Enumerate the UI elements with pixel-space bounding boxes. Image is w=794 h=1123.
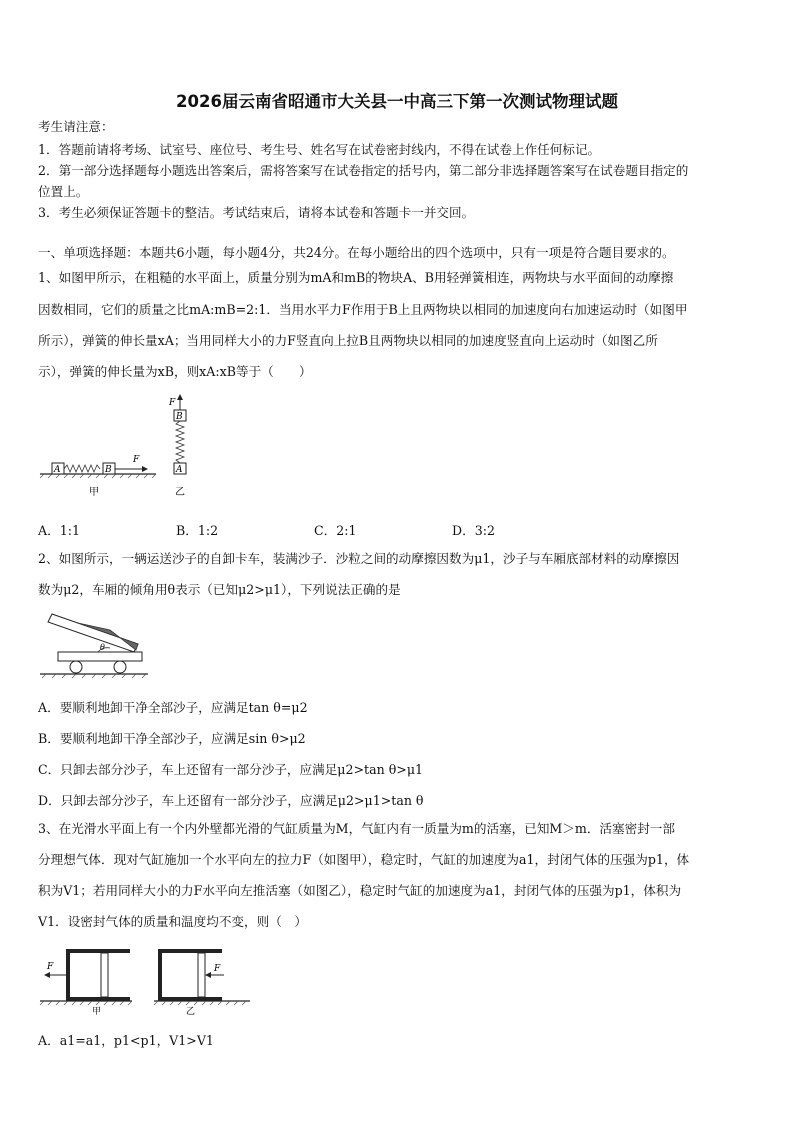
q3-force-f-label: F xyxy=(47,962,54,972)
question-1-line: 所示），弹簧的伸长量xA；当用同样大小的力F竖直向上拉B且两物块以相同的加速度竖直向上运动时（如图乙所 xyxy=(38,333,658,348)
q2-option-c[interactable]: C．只卸去部分沙子，车上还留有一部分沙子，应满足μ2>tan θ>μ1 xyxy=(38,762,424,777)
question-1-line: 1、如图甲所示，在粗糙的水平面上，质量分别为mA和mB的物块A、B用轻弹簧相连，两物块与水平面间的动摩擦 xyxy=(38,270,674,285)
q1-option-a[interactable]: A．1:1 xyxy=(38,523,80,538)
question-3-line: V1．设密封气体的质量和温度均不变，则（ ） xyxy=(38,914,307,929)
notice-item: 1．答题前请将考场、试室号、座位号、考生号、姓名写在试卷密封线内，不得在试卷上作任何标记。 xyxy=(38,142,601,157)
notice-item: 2．第一部分选择题每小题选出答案后，需将答案写在试卷指定的括号内，第二部分非选择题答案写在试卷题目指定的 xyxy=(38,163,689,178)
section-heading: 一、单项选择题：本题共6小题，每小题4分，共24分。在每小题给出的四个选项中，只有一项是符合题目要求的。 xyxy=(38,245,675,260)
block-a-vertical-label: A xyxy=(176,465,183,475)
q3-figure-yi-label: 乙 xyxy=(186,1007,196,1017)
question-3-figure xyxy=(38,943,258,1019)
question-3-line: 分理想气体．现对气缸施加一个水平向左的拉力F（如图甲），稳定时，气缸的加速度为a1，封闭气体的压强为p1，体 xyxy=(38,852,690,867)
notice-item: 3．考生必须保证答题卡的整洁。考试结束后，请将本试卷和答题卡一并交回。 xyxy=(38,205,475,220)
question-3-line: 积为V1；若用同样大小的力F水平向左推活塞（如图乙），稳定时气缸的加速度为a1，封闭气体的压强为p1，体积为 xyxy=(38,883,682,898)
notice-heading: 考生请注意： xyxy=(38,119,114,134)
q2-option-b[interactable]: B．要顺利地卸干净全部沙子，应满足sin θ>μ2 xyxy=(38,731,306,746)
block-b-vertical-label: B xyxy=(176,412,183,422)
q1-option-d[interactable]: D．3:2 xyxy=(452,523,495,538)
block-a-label: A xyxy=(54,465,61,475)
question-3-line: 3、在光滑水平面上有一个内外壁都光滑的气缸质量为M，气缸内有一质量为m的活塞，已知M＞m．活塞密封一部 xyxy=(38,821,675,836)
question-1-figure xyxy=(38,392,218,502)
question-1-line: 因数相同，它们的质量之比mA:mB=2:1．当用水平力F作用于B上且两物块以相同的加速度向右加速运动时（如图甲 xyxy=(38,302,688,317)
figure-jia-label: 甲 xyxy=(89,487,99,498)
force-f-label: F xyxy=(133,455,140,465)
q3-figure-jia-label: 甲 xyxy=(92,1007,102,1017)
page-title: 2026届云南省昭通市大关县一中高三下第一次测试物理试题 xyxy=(176,92,618,111)
question-2-figure xyxy=(38,606,158,686)
q3-force-f-yi-label: F xyxy=(214,964,221,974)
question-1-line: 示），弹簧的伸长量为xB，则xA:xB等于（ ） xyxy=(38,364,312,379)
question-2-line: 2、如图所示，一辆运送沙子的自卸卡车，装满沙子．沙粒之间的动摩擦因数为μ1，沙子与车厢底部材料的动摩擦因 xyxy=(38,551,680,566)
question-2-line: 数为μ2，车厢的倾角用θ表示（已知μ2>μ1），下列说法正确的是 xyxy=(38,582,401,597)
force-f-vertical-label: F xyxy=(169,398,176,408)
q3-option-a[interactable]: A．a1=a1，p1<p1，V1>V1 xyxy=(38,1033,214,1048)
block-b-label: B xyxy=(105,465,112,475)
notice-item: 位置上。 xyxy=(38,184,89,199)
q1-option-b[interactable]: B．1:2 xyxy=(176,523,219,538)
theta-label: θ xyxy=(100,643,105,652)
q2-option-d[interactable]: D．只卸去部分沙子，车上还留有一部分沙子，应满足μ2>μ1>tan θ xyxy=(38,793,424,808)
figure-yi-label: 乙 xyxy=(175,487,185,498)
q1-option-c[interactable]: C．2:1 xyxy=(314,523,357,538)
q2-option-a[interactable]: A．要顺利地卸干净全部沙子，应满足tan θ=μ2 xyxy=(38,700,308,715)
